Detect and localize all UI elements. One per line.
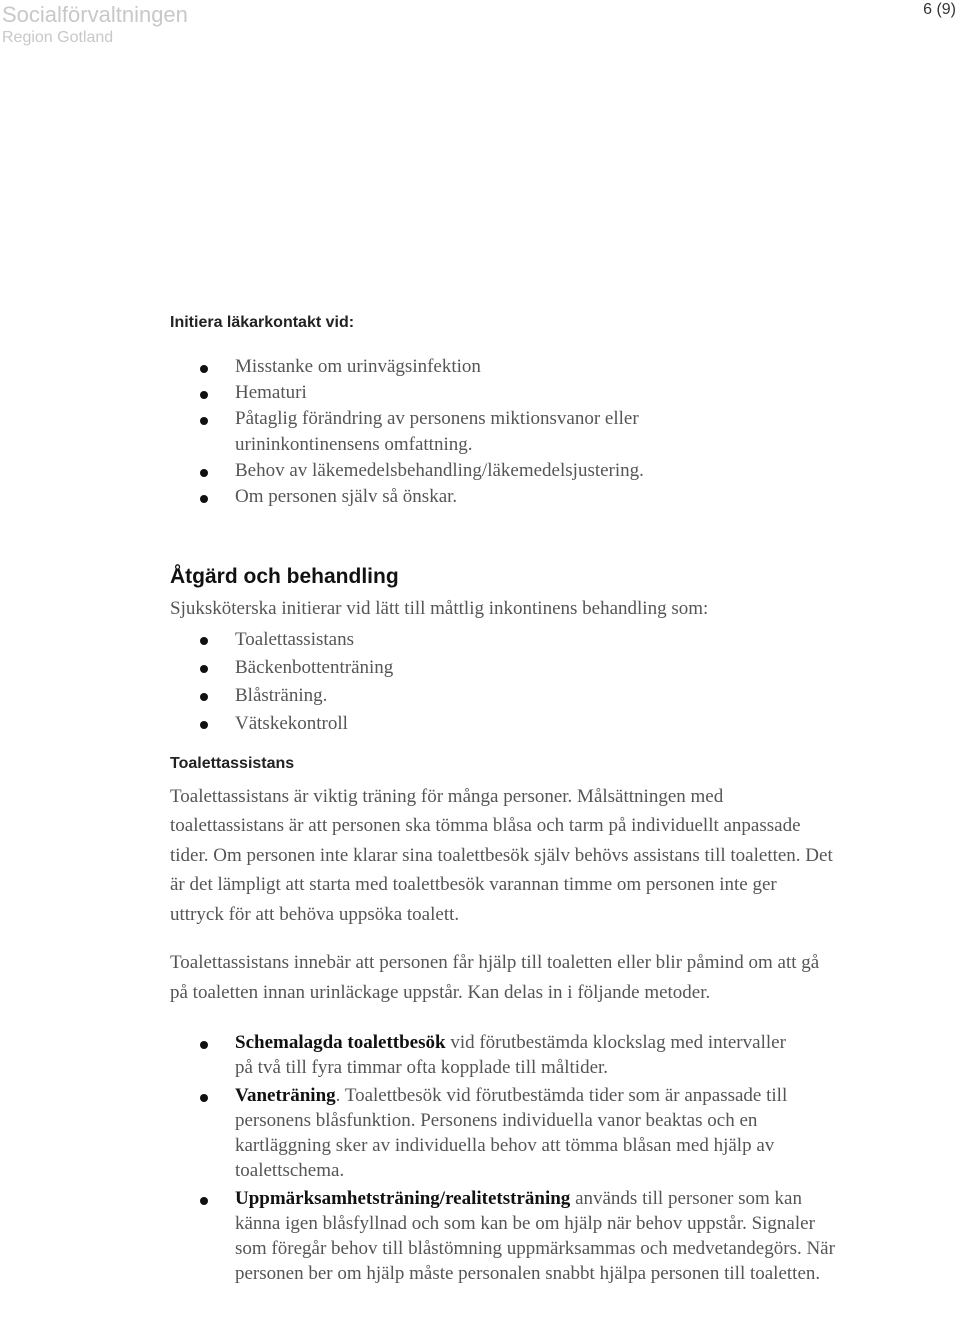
atgard-list	[170, 626, 850, 738]
list-item: Bäckenbottenträning	[170, 654, 850, 682]
list-item: Påtaglig förändring av personens miktionsvanor eller urininkontinensens omfattning.	[170, 406, 705, 458]
list-item: Hematuri	[170, 380, 850, 406]
toalettassistans-paragraph-2: Toalettassistans innebär att personen får hjälp till toaletten eller blir påmind om att gå på toaletten innan urinläckage uppstår. Kan delas in i följande metoder.	[170, 952, 820, 1003]
bullet-icon	[200, 391, 208, 399]
bullet-icon	[200, 1041, 208, 1049]
bullet-icon	[200, 637, 208, 645]
list-item: Vaneträning. Toalettbesök vid förutbestämda tider som är anpassade till personens blåsfunktion. Personens individuella vanor beaktas och en kartläggning sker av individuella behov att tömma blåsan med hjälp av toalettschema.	[170, 1083, 835, 1183]
method-term: Schemalagda toalettbesök	[235, 1032, 446, 1053]
list-item: Uppmärksamhetsträning/realitetsträning används till personer som kan känna igen blåsfyllnad och som kan be om hjälp när behov uppstår. Signaler som föregår behov till blåstömning uppmärksammas och medvetandegörs. När personen ber om hjälp måste personalen snabbt hjälpa personen till toaletten.	[170, 1186, 835, 1286]
page-number: 6 (9)	[923, 1, 956, 18]
section-heading-toalettassistans: Toalettassistans	[170, 754, 295, 772]
header-region: Region Gotland	[2, 29, 114, 46]
list-item: Misstanke om urinvägsinfektion	[170, 354, 850, 380]
section-heading-initiera: Initiera läkarkontakt vid:	[170, 314, 355, 331]
toalettassistans-paragraph-1: Toalettassistans är viktig träning för många personer. Målsättningen med toalettassistans är att personen ska tömma blåsa och tarm på individuellt anpassade tider. Om personen inte klarar sina toalettbesök själv behövs assistans till toaletten. Det är det lämpligt att starta med toalettbesök varannan timme om personen inte ger uttryck för att behöva uppsöka toalett.	[170, 785, 833, 925]
bullet-icon	[200, 665, 208, 673]
method-term: Uppmärksamhetsträning/realitetsträning	[235, 1188, 571, 1209]
atgard-intro: Sjuksköterska initierar vid lätt till måttlig inkontinens behandling som:	[170, 598, 709, 619]
bullet-icon	[200, 417, 208, 425]
list-item: Schemalagda toalettbesök vid förutbestämda klockslag med intervaller på två till fyra timmar ofta kopplade till måltider.	[170, 1030, 805, 1080]
bullet-icon	[200, 693, 208, 701]
document-body	[170, 310, 850, 1289]
bullet-icon	[200, 721, 208, 729]
section-heading-atgard: Åtgärd och behandling	[170, 565, 399, 588]
bullet-icon	[200, 495, 208, 503]
list-item: Blåsträning.	[170, 682, 850, 710]
header-organization: Socialförvaltningen	[2, 2, 188, 27]
list-item: Toalettassistans	[170, 626, 850, 654]
list-item: Om personen själv så önskar.	[170, 484, 850, 510]
methods-list	[170, 1030, 850, 1286]
bullet-icon	[200, 469, 208, 477]
bullet-icon	[200, 365, 208, 373]
bullet-icon	[200, 1094, 208, 1102]
list-item: Behov av läkemedelsbehandling/läkemedelsjustering.	[170, 458, 850, 484]
bullet-icon	[200, 1197, 208, 1205]
list-item: Vätskekontroll	[170, 710, 850, 738]
initiera-list	[170, 354, 850, 510]
method-term: Vaneträning	[235, 1085, 336, 1106]
